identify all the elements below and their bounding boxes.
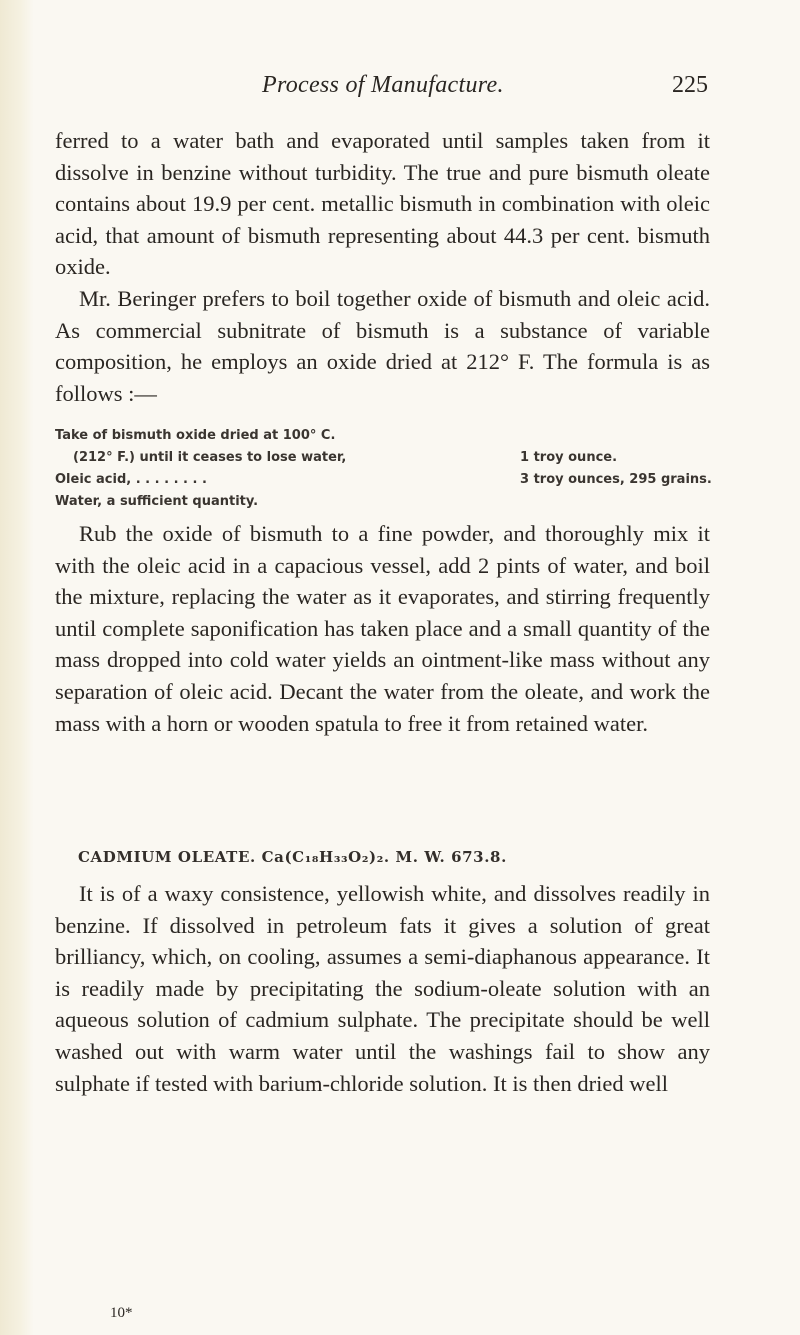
formula-line <box>55 491 715 513</box>
running-head <box>0 72 800 106</box>
formula-line <box>55 469 715 491</box>
formula-quantity: 1 troy ounce. <box>520 450 618 465</box>
section-heading: CADMIUM OLEATE. Ca(C₁₈H₃₃O₂)₂. M. W. 673.8. <box>78 848 507 866</box>
formula-line-text: Take of bismuth oxide dried at 100° C. <box>55 428 336 443</box>
formula-block <box>55 425 715 513</box>
page-gutter-shadow <box>0 0 34 1335</box>
formula-line-text: Water, a sufficient quantity. <box>55 494 259 509</box>
running-title: Process of Manufacture. <box>262 72 504 98</box>
page-number: 225 <box>672 72 708 98</box>
paragraph-cadmium: It is of a waxy consistence, yellowish white, and dissolves readily in benzine. If dissolved in petroleum fats it gives a solution of great brilliancy, which, on cooling, assumes a semi-diaphanous appearance. It is readily made by precipitating the sodium-oleate solution with an aqueous solution of cadmium sulphate. The precipitate should be well washed out with warm water until the washings fail to show any sulphate if tested with barium-chloride solution. It is then dried well <box>55 881 710 1096</box>
formula-line <box>55 425 715 447</box>
signature-mark: 10* <box>110 1305 133 1321</box>
paragraph-beringer: Mr. Beringer prefers to boil together oxide of bismuth and oleic acid. As commercial subnitrate of bismuth is a substance of variable composition, he employs an oxide dried at 212° F. The formula is as follows :— <box>55 286 710 406</box>
paragraph-method: Rub the oxide of bismuth to a fine powder, and thoroughly mix it with the oleic acid in a capacious vessel, add 2 pints of water, and boil the mixture, replacing the water as it evaporates, and stirring frequently until complete saponification has taken place and a small quantity of the mass dropped into cold water yields an ointment-like mass without any separation of oleic acid. Decant the water from the oleate, and work the mass with a horn or wooden spatula to free it from retained water. <box>55 521 710 736</box>
formula-line <box>55 447 715 469</box>
formula-line-text: (212° F.) until it ceases to lose water, <box>73 450 347 465</box>
formula-quantity: 3 troy ounces, 295 grains. <box>520 472 712 487</box>
formula-line-text: Oleic acid, . . . . . . . . <box>55 472 207 487</box>
paragraph-continuation: ferred to a water bath and evaporated until samples taken from it dissolve in benzine without turbidity. The true and pure bismuth oleate contains about 19.9 per cent. metallic bismuth in combination with oleic acid, that amount of bismuth representing about 44.3 per cent. bismuth oxide. <box>55 128 710 280</box>
